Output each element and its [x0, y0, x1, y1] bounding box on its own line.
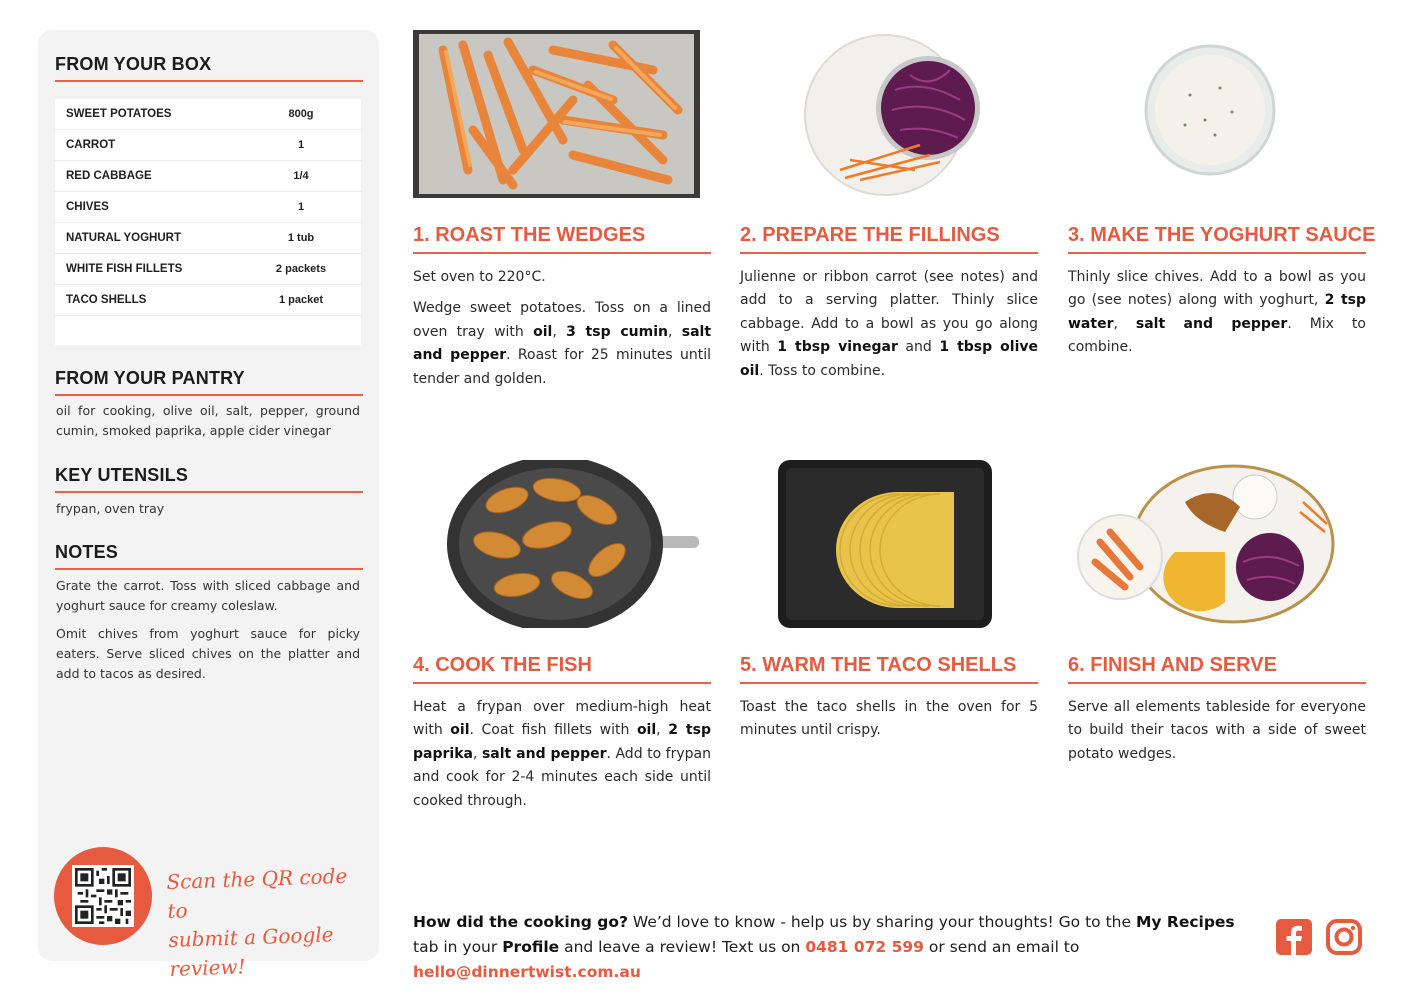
utensils-text: frypan, oven tray — [56, 501, 165, 516]
table-row — [55, 223, 361, 254]
bold-run: salt and pepper — [481, 745, 607, 762]
ingredient-name: NATURAL YOGHURT — [66, 232, 181, 244]
step-3-text — [1068, 266, 1366, 368]
notes-text-1: Grate the carrot. Toss with sliced cabbage and yoghurt sauce for creamy coleslaw. — [56, 578, 360, 613]
step-2-text — [740, 266, 1038, 391]
step-1-paragraph-2 — [413, 297, 711, 391]
yoghurt-sauce-photo — [1140, 40, 1280, 180]
fish-frypan-photo — [447, 460, 702, 628]
ingredient-qty: 1 tub — [287, 232, 315, 244]
finish-serve-photo — [1075, 462, 1340, 627]
bold-run: salt and pepper — [413, 323, 712, 364]
text-run: tab in your — [413, 938, 503, 956]
bold-run: oil — [450, 722, 470, 739]
from-your-box-heading: FROM YOUR BOX — [55, 54, 363, 82]
notes-heading: NOTES — [55, 542, 363, 570]
qr-caption-line-2: submit a Google review! — [168, 922, 334, 981]
step-4-paragraph — [413, 696, 711, 813]
bold-run: 3 tsp cumin — [566, 323, 668, 340]
qr-caption-line-1: Scan the QR code to — [166, 863, 348, 924]
ingredient-name: CHIVES — [66, 201, 109, 213]
bold-run: 1 tbsp vinegar — [777, 339, 898, 356]
email-link[interactable]: hello@dinnertwist.com.au — [413, 963, 641, 981]
bold-run: oil — [636, 722, 657, 739]
text-run: and — [897, 339, 940, 356]
wedges-photo — [413, 30, 700, 198]
text-run: and leave a review! Text us on — [559, 938, 806, 956]
step-5-text — [740, 696, 1038, 751]
table-row — [55, 161, 361, 192]
bold-run: oil — [533, 323, 553, 340]
bold-run: 1 tbsp olive oil — [740, 339, 1038, 379]
text-run: Thinly slice chives. Add to a bowl as you go (see notes) along with yoghurt, — [1068, 269, 1366, 309]
ingredient-qty: 1 packet — [278, 294, 324, 306]
text-run: , — [667, 323, 682, 340]
step-1-title: 1. ROAST THE WEDGES — [413, 224, 711, 254]
ingredient-qty: 1/4 — [293, 170, 309, 182]
text-run: We’d love to know - help us by sharing your thoughts! Go to the — [627, 913, 1136, 931]
ingredient-name: SWEET POTATOES — [66, 108, 172, 120]
instagram-icon[interactable] — [1325, 918, 1363, 956]
review-footer — [413, 910, 1263, 985]
text-run: Wedge sweet potatoes. Toss on a lined oven tray with — [413, 300, 711, 340]
key-utensils-heading: KEY UTENSILS — [55, 465, 363, 493]
fillings-photo — [800, 30, 990, 198]
step-6-text — [1068, 696, 1366, 774]
notes-text-2: Omit chives from yoghurt sauce for picky eaters. Serve sliced chives on the platter and add to tacos as desired. — [56, 626, 360, 681]
text-run: . Mix to combine. — [1068, 315, 1366, 356]
step-4-title: 4. COOK THE FISH — [413, 654, 711, 684]
ingredient-qty: 1 — [297, 139, 305, 151]
ingredient-name: WHITE FISH FILLETS — [66, 263, 183, 275]
qr-caption — [166, 861, 370, 984]
table-row — [55, 254, 361, 285]
bold-run: salt and pepper — [1135, 315, 1288, 332]
step-6-paragraph: Serve all elements tableside for everyone to build their tacos with a side of sweet potato wedges. — [1068, 699, 1366, 762]
step-2-paragraph — [740, 266, 1038, 383]
table-row — [55, 99, 361, 130]
step-1-paragraph-1: Set oven to 220°C. — [413, 269, 546, 285]
ingredient-qty: 1 — [297, 201, 305, 213]
my-recipes-label: My Recipes — [1135, 913, 1235, 931]
bold-run: 2 tsp water — [1068, 292, 1367, 332]
step-4-text — [413, 696, 711, 821]
sidebar — [38, 30, 379, 981]
table-row — [55, 285, 361, 316]
step-5-paragraph: Toast the taco shells in the oven for 5 minutes until crispy. — [740, 699, 1038, 739]
text-run: . Toss to combine. — [759, 362, 886, 379]
text-run: , — [656, 722, 669, 739]
facebook-icon[interactable] — [1275, 918, 1313, 956]
step-1-text — [413, 266, 711, 399]
text-run: or send an email to — [923, 938, 1080, 956]
from-your-pantry-heading: FROM YOUR PANTRY — [55, 368, 363, 396]
qr-badge[interactable] — [54, 847, 152, 945]
text-run: Julienne or ribbon carrot (see notes) and add to a serving platter. Thinly slice cabbage. Add to a bowl as you go along with — [740, 269, 1038, 356]
step-6-title: 6. FINISH AND SERVE — [1068, 654, 1366, 684]
phone-link[interactable]: 0481 072 599 — [805, 938, 924, 956]
text-run: , — [472, 745, 482, 762]
ingredient-name: RED CABBAGE — [66, 170, 152, 182]
text-run: . Roast for 25 minutes until tender and golden. — [413, 347, 711, 387]
table-row — [55, 130, 361, 161]
ingredients-table — [55, 99, 361, 345]
pantry-text: oil for cooking, olive oil, salt, pepper, ground cumin, smoked paprika, apple cider vinegar — [56, 403, 360, 438]
step-2-title: 2. PREPARE THE FILLINGS — [740, 224, 1038, 254]
text-run: , — [552, 323, 567, 340]
step-3-paragraph — [1068, 266, 1366, 360]
qr-code-icon[interactable] — [72, 865, 134, 927]
ingredient-qty: 800g — [288, 108, 314, 120]
step-3-title: 3. MAKE THE YOGHURT SAUCE — [1068, 224, 1366, 254]
footer-question: How did the cooking go? — [413, 913, 628, 931]
text-run: Heat a frypan over medium-high heat with — [413, 699, 711, 739]
ingredient-name: CARROT — [66, 139, 116, 151]
text-run: . Add to frypan and cook for 2-4 minutes each side until cooked through. — [413, 745, 711, 809]
table-row — [55, 192, 361, 223]
ingredient-name: TACO SHELLS — [66, 294, 147, 306]
step-5-title: 5. WARM THE TACO SHELLS — [740, 654, 1038, 684]
taco-shells-photo — [778, 460, 992, 628]
text-run: , — [1113, 315, 1136, 332]
profile-label: Profile — [502, 938, 560, 956]
text-run: . Coat fish fillets with — [469, 722, 637, 739]
bold-run: 2 tsp paprika — [413, 722, 711, 762]
ingredient-qty: 2 packets — [275, 263, 327, 275]
